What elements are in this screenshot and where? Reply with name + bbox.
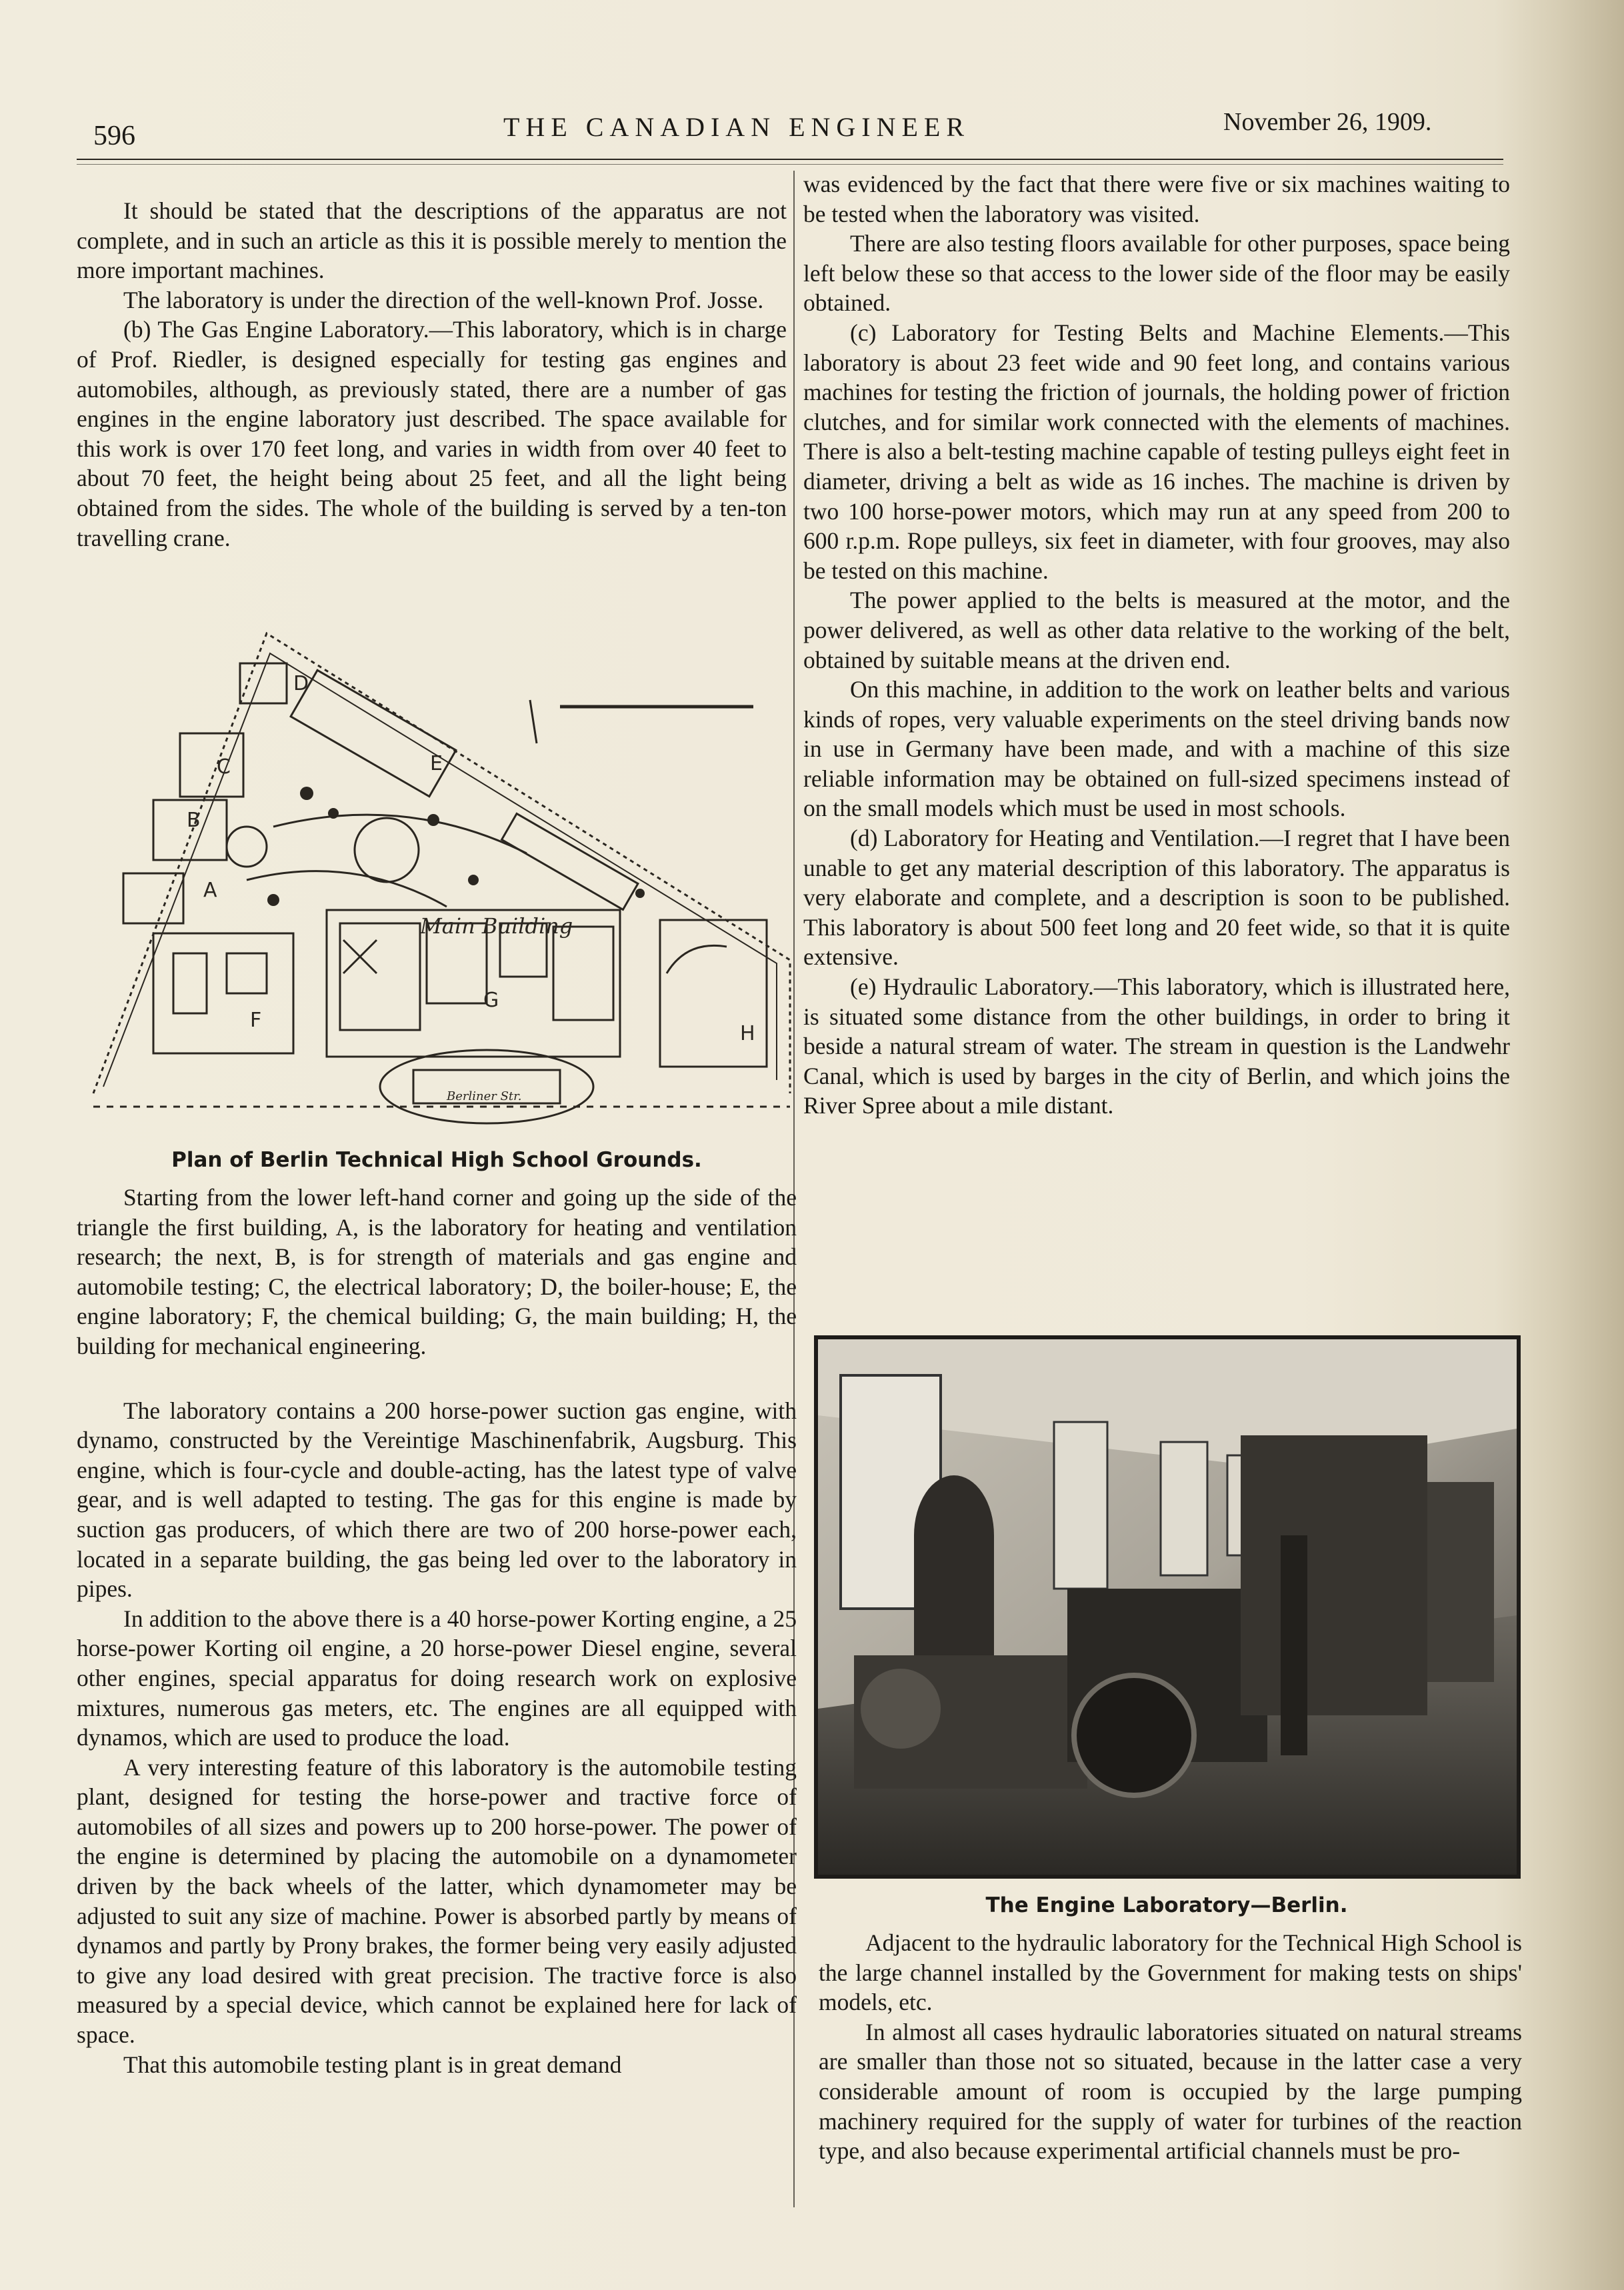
building-letter: E (430, 752, 443, 775)
paragraph: was evidenced by the fact that there were five or six machines waiting to be tested when the laboratory was visited. (803, 171, 1510, 227)
page-number: 596 (93, 121, 135, 151)
site-plan-figure (73, 627, 797, 1140)
paragraph: A very interesting feature of this laboratory is the automobile testing plant, designed for testing the horse-power and tractive force of automobiles of all sizes and powers up to 200 horse-power. The power of the engine is determined by placing the automobile on a dynamometer driven by the back wheels of the latter, which dynamometer may be adjusted to suit any size of machine. Power is absorbed partly by means of dynamos and partly by Prony brakes, the former being very easily adjusted to give any load desired with great precision. The tractive force is also measured by a special device, which cannot be explained here for lack of space. (77, 1753, 797, 2049)
right-column-bottom (819, 1928, 1522, 2166)
journal-title: THE CANADIAN ENGINEER (503, 112, 971, 142)
paragraph: The laboratory contains a 200 horse-power suction gas engine, with dynamo, constructed by the Vereintige Maschinenfabrik, Augsburg. This engine, which is four-cycle and double-acting, has the latest type of valve gear, and is well adapted to testing. The gas for this engine is made by suction gas producers, of which there are two of 200 horse-power each, located in a separate building, the gas being led over to the laboratory in pipes. (77, 1397, 797, 1603)
building-letter: A (203, 879, 217, 902)
left-column-top (77, 196, 787, 553)
building-letter: B (187, 809, 201, 832)
paragraph: (e) Hydraulic Laboratory.—This laboratory, which is illustrated here, is situated some distance from the other buildings, in order to bring it beside a natural stream of water. The stream in question is the Landwehr Canal, which is used by barges in the city of Berlin, and which joins the River Spree about a mile distant. (803, 973, 1510, 1119)
building-letter: C (217, 755, 231, 779)
paragraph: That this automobile testing plant is in great demand (123, 2051, 622, 2078)
paragraph: In addition to the above there is a 40 horse-power Korting engine, a 25 horse-power Korting oil engine, a 20 horse-power Diesel engine, several other engines, special apparatus for doing research work on explosive mixtures, numerous gas meters, etc. The engines are all equipped with dynamos, which are used to produce the load. (77, 1605, 797, 1751)
main-building-label: Main Building (420, 913, 573, 939)
paragraph: Adjacent to the hydraulic laboratory for the Technical High School is the large channel installed by the Government for making tests on ships' models, etc. (819, 1929, 1522, 2016)
building-letter: D (293, 672, 309, 695)
header-rule-thin (77, 164, 1503, 165)
paragraph: In almost all cases hydraulic laboratories situated on natural streams are smaller than those not so situated, because in the latter case a very considerable amount of room is occupied by the large pumping machinery required for the supply of water for turbines of the reaction type, and also because experimental artificial channels must be pro- (819, 2018, 1522, 2165)
paragraph: Starting from the lower left-hand corner and going up the side of the triangle the first building, A, is the laboratory for heating and ventilation research; the next, B, is for strength of materials and gas engine and automobile testing; C, the electrical laboratory; D, the boiler-house; E, the engine laboratory; F, the chemical building; G, the main building; H, the building for mechanical engineering. (77, 1184, 797, 1359)
paragraph: (c) Laboratory for Testing Belts and Machine Elements.—This laboratory is about 23 feet wide and 90 feet long, and contains various machines for testing the friction of journals, the holding power of friction clutches, and for similar work connected with the elements of machines. There is also a belt-testing machine capable of testing pulleys eight feet in diameter, driving a belt as wide as 16 inches. The machine is driven by two 100 horse-power motors, which may run at any speed from 200 to 600 r.p.m. Rope pulleys, six feet in diameter, with four grooves, may also be tested on this machine. (803, 319, 1510, 584)
street-label: Berliner Str. (447, 1089, 522, 1103)
photo-caption: The Engine Laboratory—Berlin. (985, 1893, 1348, 1917)
right-column-top (803, 169, 1510, 1121)
paragraph: It should be stated that the descriptions of the apparatus are not complete, and in such an article as this it is possible merely to mention the more important machines. (77, 197, 787, 284)
paragraph: (d) Laboratory for Heating and Ventilation.—I regret that I have been unable to get any material description of this laboratory. The apparatus is very elaborate and complete, and a description is soon to be published. This laboratory is about 500 feet long and 20 feet wide, so that it is quite extensive. (803, 825, 1510, 971)
paragraph: There are also testing floors available for other purposes, space being left below these so that access to the lower side of the floor may be easily obtained. (803, 230, 1510, 317)
header-rule (77, 159, 1503, 160)
building-letter: G (483, 989, 499, 1012)
paragraph: On this machine, in addition to the work on leather belts and various kinds of ropes, very valuable experiments on the steel driving bands now in use in Germany have been made, and with a machine of this size reliable information may be obtained on full-sized specimens instead of on the small models which must be used in most schools. (803, 676, 1510, 822)
issue-date: November 26, 1909. (1223, 108, 1432, 136)
engine-laboratory-photo (814, 1335, 1521, 1879)
paragraph: The laboratory is under the direction of the well-known Prof. Josse. (123, 286, 764, 313)
plan-caption: Plan of Berlin Technical High School Grounds. (171, 1148, 702, 1172)
page-header (73, 103, 1507, 157)
building-letter: F (250, 1009, 262, 1032)
left-column-bottom (77, 1184, 797, 2079)
paragraph: The power applied to the belts is measured at the motor, and the power delivered, as well as other data relative to the working of the belt, obtained by suitable means at the driven end. (803, 587, 1510, 673)
building-letter: H (740, 1022, 755, 1045)
paragraph: (b) The Gas Engine Laboratory.—This laboratory, which is in charge of Prof. Riedler, is designed especially for testing gas engines and automobiles, although, as previously stated, there are a number of gas engines in the engine laboratory just described. The space available for this work is over 170 feet long, and varies in width from over 40 feet to about 70 feet, the height being about 25 feet, and all the light being obtained from the sides. The whole of the building is served by a ten-ton travelling crane. (77, 316, 787, 551)
engine-laboratory-illustration (814, 1335, 1521, 1879)
site-plan-drawing (73, 627, 797, 1140)
